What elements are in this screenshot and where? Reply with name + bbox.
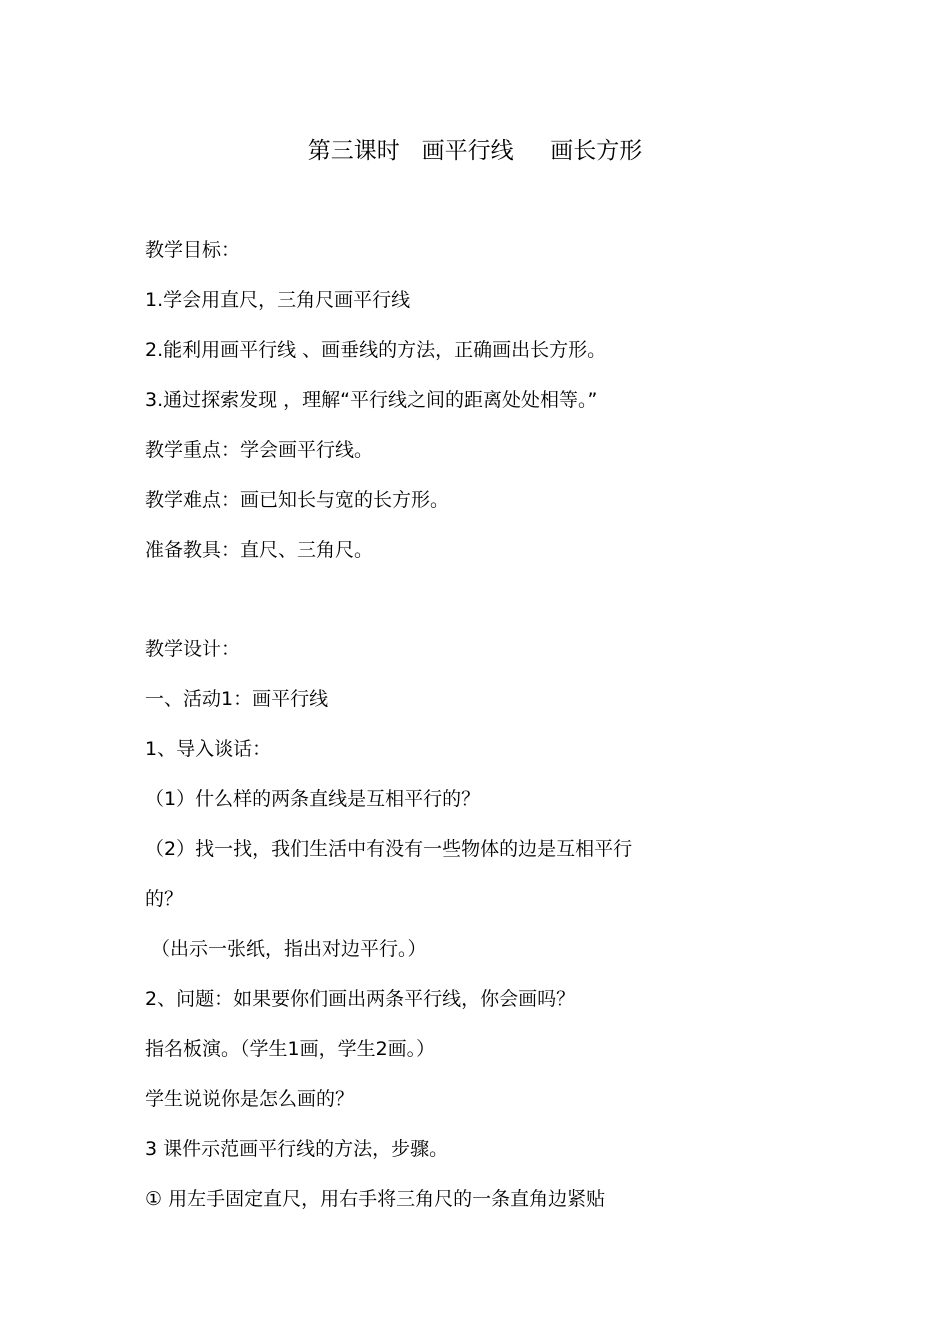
activity-heading: 一、活动1：画平行线 — [145, 688, 329, 710]
section-heading-objectives: 教学目标： — [145, 239, 241, 261]
document-title: 第三课时 画平行线 画长方形 — [307, 138, 643, 164]
step-heading-2: 2、问题：如果要你们画出两条平行线，你会画吗？ — [145, 988, 576, 1010]
question-line-2: （2）找一找，我们生活中有没有一些物体的边是互相平行 — [145, 838, 633, 860]
method-step-1: ① 用左手固定直尺，用右手将三角尺的一条直角边紧贴 — [145, 1188, 606, 1210]
teaching-tools-line: 准备教具：直尺、三角尺。 — [145, 539, 374, 561]
demo-note-line: （出示一张纸，指出对边平行。） — [145, 938, 427, 960]
question-line-2-cont: 的？ — [145, 888, 184, 910]
question-line-1: （1）什么样的两条直线是互相平行的？ — [145, 788, 481, 810]
objective-item-3: 3.通过探索发现 ，理解“平行线之间的距离处处相等。” — [145, 389, 598, 411]
objective-item-1: 1.学会用直尺，三角尺画平行线 — [145, 289, 411, 311]
step-heading-1: 1、导入谈话： — [145, 738, 272, 760]
board-demo-line: 指名板演。（学生1画，学生2画。） — [145, 1038, 436, 1060]
objective-item-2: 2.能利用画平行线 、画垂线的方法，正确画出长方形。 — [145, 339, 607, 361]
step-heading-3: 3 课件示范画平行线的方法，步骤。 — [145, 1138, 449, 1160]
key-point-line: 教学重点：学会画平行线。 — [145, 439, 374, 461]
student-explain-line: 学生说说你是怎么画的？ — [145, 1088, 355, 1110]
section-heading-design: 教学设计： — [145, 638, 241, 660]
difficult-point-line: 教学难点：画已知长与宽的长方形。 — [145, 489, 450, 511]
